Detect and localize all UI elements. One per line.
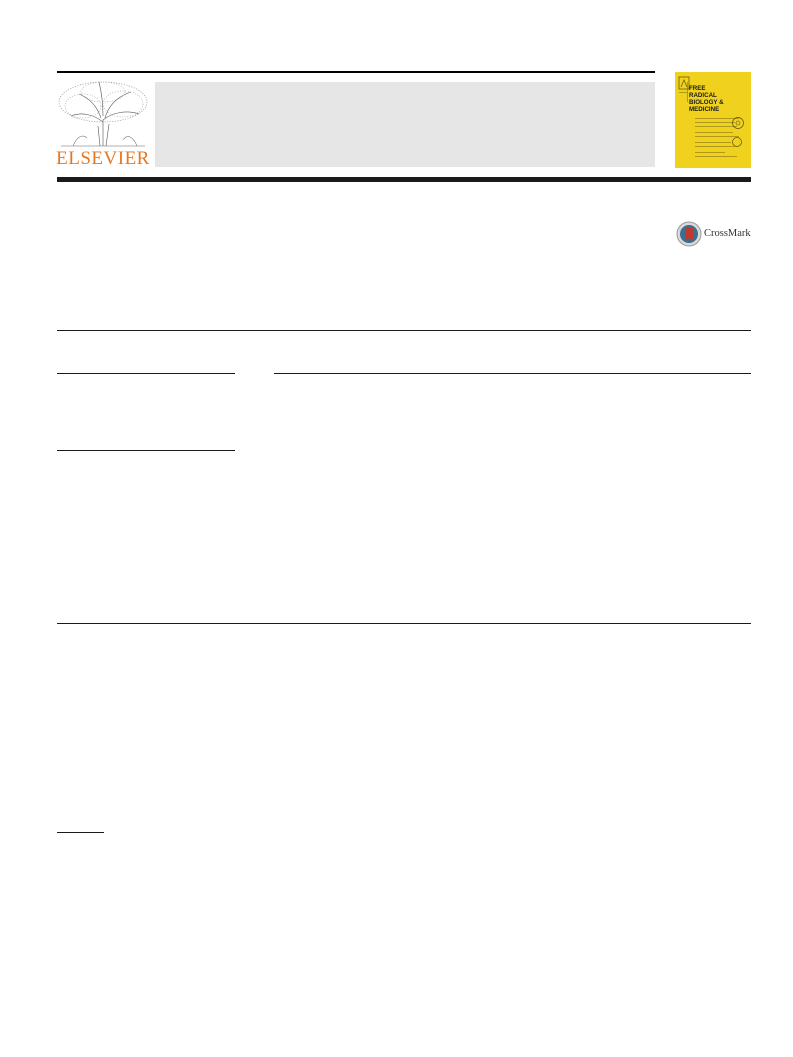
article-info-heading-rule <box>57 373 235 374</box>
cover-rule <box>679 92 687 93</box>
journal-header-band <box>155 82 655 167</box>
article-info-top-rule <box>57 330 751 331</box>
keywords-heading-rule <box>57 450 235 451</box>
cover-title <box>689 85 749 113</box>
crossmark-label: CrossMark <box>704 228 751 239</box>
cover-text-line <box>695 142 731 143</box>
header-bottom-rule <box>57 177 751 182</box>
elsevier-tree-icon <box>53 78 153 148</box>
elsevier-logo[interactable] <box>53 78 153 170</box>
footnote-rule <box>57 832 104 833</box>
cover-title-line: MEDICINE <box>689 106 720 113</box>
crossmark-icon <box>676 220 702 248</box>
cover-text-line <box>695 122 735 123</box>
cover-text-line <box>695 146 735 147</box>
cover-text-line <box>695 132 733 133</box>
cover-title-line: FREE <box>689 85 706 92</box>
cover-seal-icon <box>731 116 745 130</box>
journal-cover[interactable] <box>675 72 751 168</box>
cover-rule <box>687 82 688 102</box>
crossmark-badge[interactable] <box>676 220 756 248</box>
header-top-rule <box>57 71 655 73</box>
cover-seal-icon <box>731 136 743 148</box>
cover-title-line: RADICAL <box>689 92 717 99</box>
cover-text-line <box>695 152 725 153</box>
abstract-heading-rule <box>274 373 751 374</box>
publisher-name: ELSEVIER <box>56 148 150 169</box>
cover-title-line: BIOLOGY & <box>689 99 724 106</box>
cover-text-line <box>695 156 737 157</box>
abstract-bottom-rule <box>57 623 751 624</box>
